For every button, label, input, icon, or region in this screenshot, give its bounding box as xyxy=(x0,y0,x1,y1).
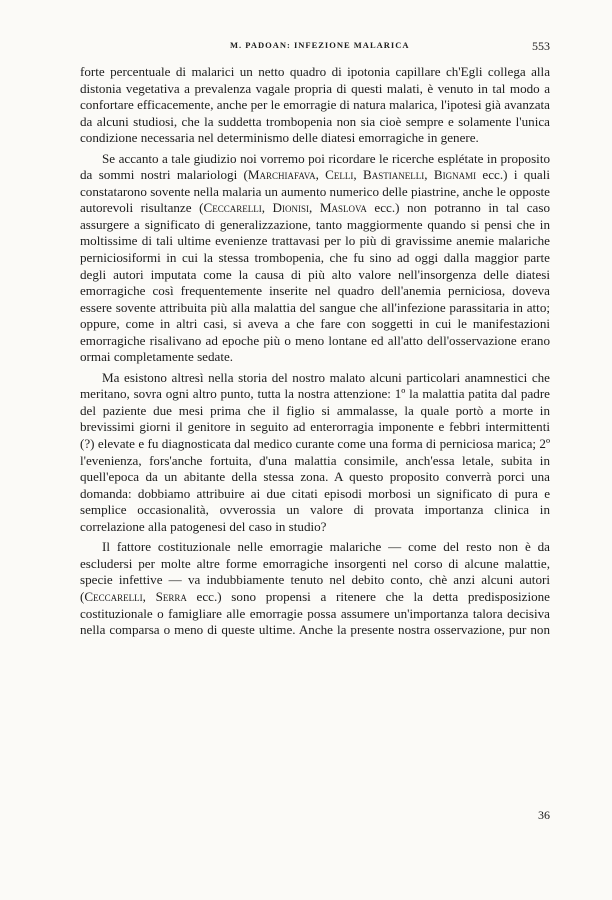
author-names: Ceccarelli, Serra xyxy=(84,588,187,604)
paragraph-text: ecc.) non potranno in tal caso assurgere a significato di generalizzazione, tanto maggiormente quando si pensi che in moltissime di tali ultime evenienze trattavasi per lo più di gravissime anemie malariche perniciosiformi in cui la stessa trombopenia, che fu sino ad oggi dalla maggior parte degli autori imputata come la causa di più alto valore nell'insorgenza delle diatesi emorragiche così frequentemente inserite nel quadro dell'anemia perniciosa, doveva essere sovente attribuita più alla malattia del sangue che all'infezione parassitaria in atto; oppure, come in altri casi, si aveva a che fare con soggetti in cui le manifestazioni emorragiche risalivano ad epoche più o meno lontane ed all'atto dell'osservazione erano ormai completamente sedate. xyxy=(80,200,551,365)
page-header xyxy=(80,40,550,54)
paragraph-text: Ma esistono altresì nella storia del nostro malato alcuni particolari anamnestici che meritano, sovra ogni altro punto, tutta la nostra attenzione: 1º la malattia patita dal padre del paziente due mesi prima che il figlio si ammalasse, la quale portò a morte in brevissimi giorni il genitore in seguito ad enterorragia imponente e febbri intermittenti (?) elevate e fu diagnosticata dal medico curante come una forma di perniciosa marica; 2º l'evenienza, fors'anche fortuita, d'una malattia consimile, anch'essa letale, subita in quell'epoca da un abitante della stessa zona. A questo proposito converrà porci una domanda: dobbiamo attribuire ai due citati episodi morbosi un significato di pura e semplice occasionalità, ovverossia un valore di provata importanza clinica in correlazione alla patogenesi del caso in studio? xyxy=(80,369,550,534)
page-number: 553 xyxy=(532,39,550,53)
paragraph-text: ecc.) sono propensi a ritenere che la detta predisposizione costituzionale o famigliare alle emorragie possa assumere un'importanza talora decisiva nella comparsa o meno di queste ultime. Anche la presente nostra osservazione, pur non xyxy=(80,588,550,638)
running-title: M. PADOAN: INFEZIONE MALARICA xyxy=(230,40,410,50)
paragraph-text: Il fattore costituzionale nelle emorragie malariche — come del resto non è da escludersi per molte altre forme emorragiche insorgenti nel corso di alcune malattie, specie infettive — va indubbiamente tenuto nel debito conto, chè anzi alcuni autori ( xyxy=(80,539,550,604)
paragraph-text: ecc.) i quali constatarono sovente nella malaria un aumento numerico delle piastrine, anche le opposte autorevoli risultanze ( xyxy=(80,167,550,216)
author-names: Ceccarelli, Dionisi, Maslova xyxy=(203,200,367,216)
body-paragraph xyxy=(80,151,550,366)
paragraph-text: forte percentuale di malarici un netto quadro di ipotonia capillare ch'Egli collega alla distonia vegetativa a prevalenza vagale propria di questi malati, è venuto in tal modo a confortare efficacemente, anche per le emorragie di natura malarica, l'ipotesi già avanzata da alcuni studiosi, che la suddetta trombopenia non sia cioè sempre e solamente l'unica condizione necessaria nel determinismo delle diatesi emorragiche in genere. xyxy=(80,64,550,146)
body-paragraph xyxy=(80,370,550,535)
author-names: Marchiafava, Celli, Bastianelli, Bignami xyxy=(247,167,477,183)
body-text xyxy=(80,64,550,639)
paragraph-text: Se accanto a tale giudizio noi vorremo poi ricordare le ricerche esplétate in proposito da sommi nostri malariologi ( xyxy=(80,150,550,183)
body-paragraph xyxy=(80,539,550,638)
body-paragraph xyxy=(80,64,550,147)
signature-mark: 36 xyxy=(538,808,550,822)
